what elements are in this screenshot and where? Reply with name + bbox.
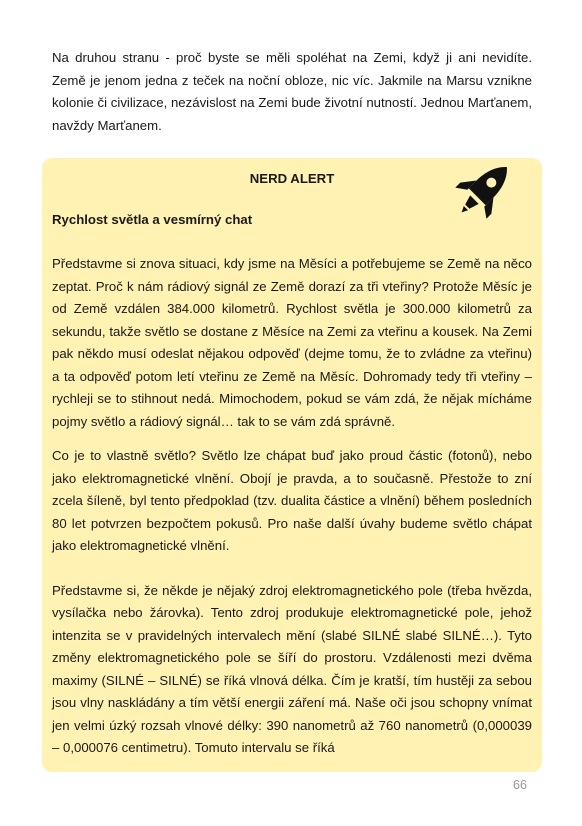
nerd-alert-box: [42, 158, 542, 772]
nerd-alert-title: NERD ALERT: [249, 171, 335, 186]
intro-paragraph: Na druhou stranu - proč byste se měli spoléhat na Zemi, když ji ani nevidíte. Země je jenom jedna z teček na noční obloze, nic víc. Jakmile na Marsu vznikne kolonie či civilizace, nezávislost na Zemi bude životní nutností. Jednou Marťanem, navždy Marťanem.: [52, 50, 532, 133]
nerd-alert-paragraph-2: Co je to vlastně světlo? Světlo lze chápat buď jako proud částic (fotonů), nebo jako elektromagnetické vlnění. Obojí je pravda, a to současně. Přestože to zní zcela šíleně, byl tento předpoklad (tzv. dualita částice a vlnění) během posledních 80 let potvrzen bezpočtem pokusů. Pro naše další úvahy budeme světlo chápat jako elektromagnetické vlnění.: [52, 448, 532, 553]
nerd-alert-subtitle: Rychlost světla a vesmírný chat: [52, 212, 253, 227]
nerd-alert-paragraph-1: Představme si znova situaci, kdy jsme na Měsíci a potřebujeme se Země na něco zeptat. Proč k nám rádiový signál ze Země dorazí za tři vteřiny? Protože Měsíc je od Země vzdálen 384.000 kilometrů. Rychlost světla je 300.000 kilometrů za sekundu, takže světlo se dostane z Měsíce na Zemi za vteřinu a kousek. Na Zemi pak někdo musí odeslat nějakou odpověď (dejme tomu, že to zvládne za vteřinu) a ta odpověď potom letí vteřinu ze Země na Měsíc. Dohromady tedy tři vteřiny – rychleji se to stihnout nedá. Mimochodem, pokud se vám zdá, že nějak mícháme pojmy světlo a rádiový signál… tak to se vám zdá správně.: [52, 256, 532, 429]
page-number: 66: [513, 778, 527, 792]
nerd-alert-paragraph-3: Představme si, že někde je nějaký zdroj elektromagnetického pole (třeba hvězda, vysílačka nebo žárovka). Tento zdroj produkuje elektromagnetické pole, jehož intenzita se v pravidelných intervalech mění (slabé SILNÉ slabé SILNÉ…). Tyto změny elektromagnetického pole se šíří do prostoru. Vzdálenosti mezi dvěma maximy (SILNÉ – SILNÉ) se říká vlnová délka. Čím je kratší, tím hustěji za sebou jsou vlny naskládány a tím větší energii záření má. Naše oči jsou schopny vnímat jen velmi úzký rozsah vlnové délky: 390 nanometrů až 760 nanometrů (0,000039 – 0,000076 centimetru). Tomuto intervalu se říká: [52, 582, 532, 755]
